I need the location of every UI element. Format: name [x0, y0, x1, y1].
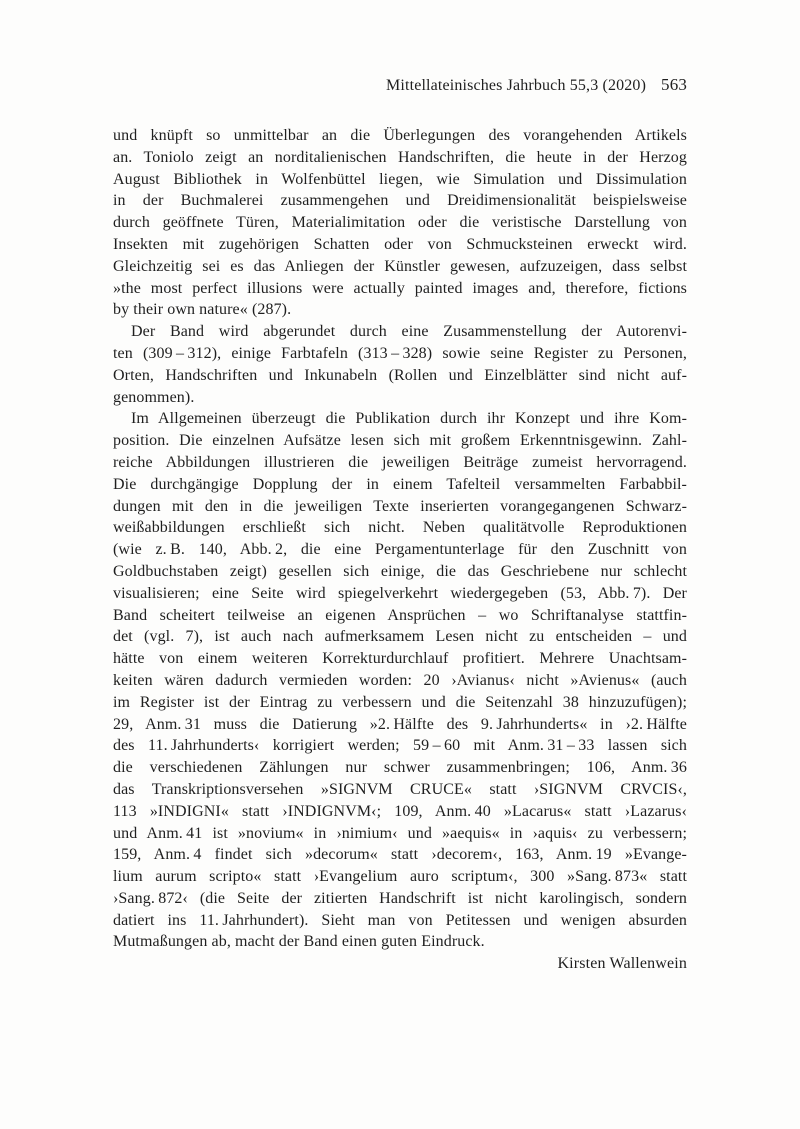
text-line: des 11. Jahrhunderts‹ korrigiert werden; 59 – 60 mit Anm. 31 – 33 lassen sich — [113, 737, 687, 755]
paragraph — [113, 321, 687, 408]
text-line: Insekten mit zugehörigen Schatten oder von Schmucksteinen erweckt wird. — [113, 235, 687, 253]
text-line: im Register ist der Eintrag zu verbessern und die Seitenzahl 38 hinzuzufügen); — [113, 693, 687, 711]
text-line: und knüpft so unmittelbar an die Überlegungen des vorangehenden Artikels — [113, 127, 687, 144]
text-line: weißabbildungen erschließt sich nicht. Neben qualitätvolle Reproduktionen — [113, 519, 687, 537]
text-line: an. Toniolo zeigt an norditalienischen Handschriften, die heute in der Herzog — [113, 148, 687, 166]
text-line: Im Allgemeinen überzeugt die Publikation durch ihr Konzept und ihre Kom- — [131, 410, 687, 428]
text-line: durch geöffnete Türen, Materialimitation oder die veristische Darstellung von — [113, 214, 687, 232]
text-line: die verschiedenen Zählungen nur schwer zusammenbringen; 106, Anm. 36 — [113, 759, 687, 777]
text-line: ten (309 – 312), einige Farbtafeln (313 – 328) sowie seine Register zu Personen, — [113, 344, 687, 362]
text-line: datiert ins 11. Jahrhundert). Sieht man von Petitessen und wenigen absurden — [113, 911, 687, 929]
running-header — [113, 74, 687, 97]
text-line: reiche Abbildungen illustrieren die jeweiligen Beiträge zumeist hervorragend. — [113, 453, 687, 471]
text-line: ›Sang. 872‹ (die Seite der zitierten Handschrift ist nicht karolingisch, sondern — [113, 889, 687, 907]
article-body — [113, 125, 687, 953]
text-block — [113, 74, 687, 975]
text-line: Goldbuchstaben zeigt) gesellen sich einige, die das Geschriebene nur schlecht — [113, 562, 687, 580]
text-line: Orten, Handschriften und Inkunabeln (Rollen und Einzelblätter sind nicht auf- — [113, 366, 687, 384]
journal-title: Mittellateinisches Jahrbuch 55,3 (2020) — [386, 77, 647, 94]
text-line: Gleichzeitig sei es das Anliegen der Künstler gewesen, aufzuzeigen, dass selbst — [113, 257, 687, 275]
text-line: 29, Anm. 31 muss die Datierung »2. Hälfte des 9. Jahrhunderts« in ›2. Hälfte — [113, 715, 687, 733]
text-line: genommen). — [113, 388, 195, 406]
text-line: August Bibliothek in Wolfenbüttel liegen, wie Simulation und Dissimulation — [113, 170, 687, 188]
paragraph — [113, 408, 687, 953]
text-line: in der Buchmalerei zusammengehen und Dreidimensionalität beispielsweise — [113, 192, 687, 210]
text-line: »the most perfect illusions were actually painted images and, therefore, fictions — [113, 279, 687, 297]
text-line: das Transkriptionsversehen »SIGNVM CRUCE« statt ›SIGNVM CRVCIS‹, — [113, 780, 687, 798]
text-line: Band scheitert teilweise an eigenen Ansprüchen – wo Schriftanalyse stattfin- — [113, 606, 687, 624]
text-line: Die durchgängige Dopplung der in einem Tafelteil versammelten Farbabbil- — [113, 475, 687, 493]
text-line: det (vgl. 7), ist auch nach aufmerksamem Lesen nicht zu entscheiden – und — [113, 628, 687, 646]
text-line: keiten wären dadurch vermieden worden: 20 ›Avianus‹ nicht »Avienus« (auch — [113, 671, 687, 689]
reviewer-signature: Kirsten Wallenwein — [557, 955, 687, 973]
page-number: 563 — [661, 75, 687, 94]
text-line: by their own nature« (287). — [113, 301, 292, 319]
text-line: dungen mit den in die jeweiligen Texte inserierten vorangegangenen Schwarz- — [113, 497, 687, 515]
text-line: visualisieren; eine Seite wird spiegelverkehrt wiedergegeben (53, Abb. 7). Der — [113, 584, 687, 602]
text-line: position. Die einzelnen Aufsätze lesen sich mit großem Erkenntnisgewinn. Zahl- — [113, 432, 687, 450]
text-line: Der Band wird abgerundet durch eine Zusammenstellung der Autorenvi- — [131, 323, 687, 341]
text-line: 159, Anm. 4 findet sich »decorum« statt ›decorem‹, 163, Anm. 19 »Evange- — [113, 846, 687, 864]
text-line: 113 »INDIGNI« statt ›INDIGNVM‹; 109, Anm. 40 »Lacarus« statt ›Lazarus‹ — [113, 802, 687, 820]
text-line: lium aurum scripto« statt ›Evangelium auro scriptum‹, 300 »Sang. 873« statt — [113, 868, 687, 886]
text-line: Mutmaßungen ab, macht der Band einen guten Eindruck. — [113, 933, 485, 951]
text-line: und Anm. 41 ist »novium« in ›nimium‹ und »aequis« in ›aquis‹ zu verbessern; — [113, 824, 687, 842]
text-line: (wie z. B. 140, Abb. 2, die eine Pergamentunterlage für den Zuschnitt von — [113, 541, 687, 559]
paragraph — [113, 125, 687, 321]
text-line: hätte von einem weiteren Korrekturdurchlauf profitiert. Mehrere Unachtsam- — [113, 650, 687, 668]
